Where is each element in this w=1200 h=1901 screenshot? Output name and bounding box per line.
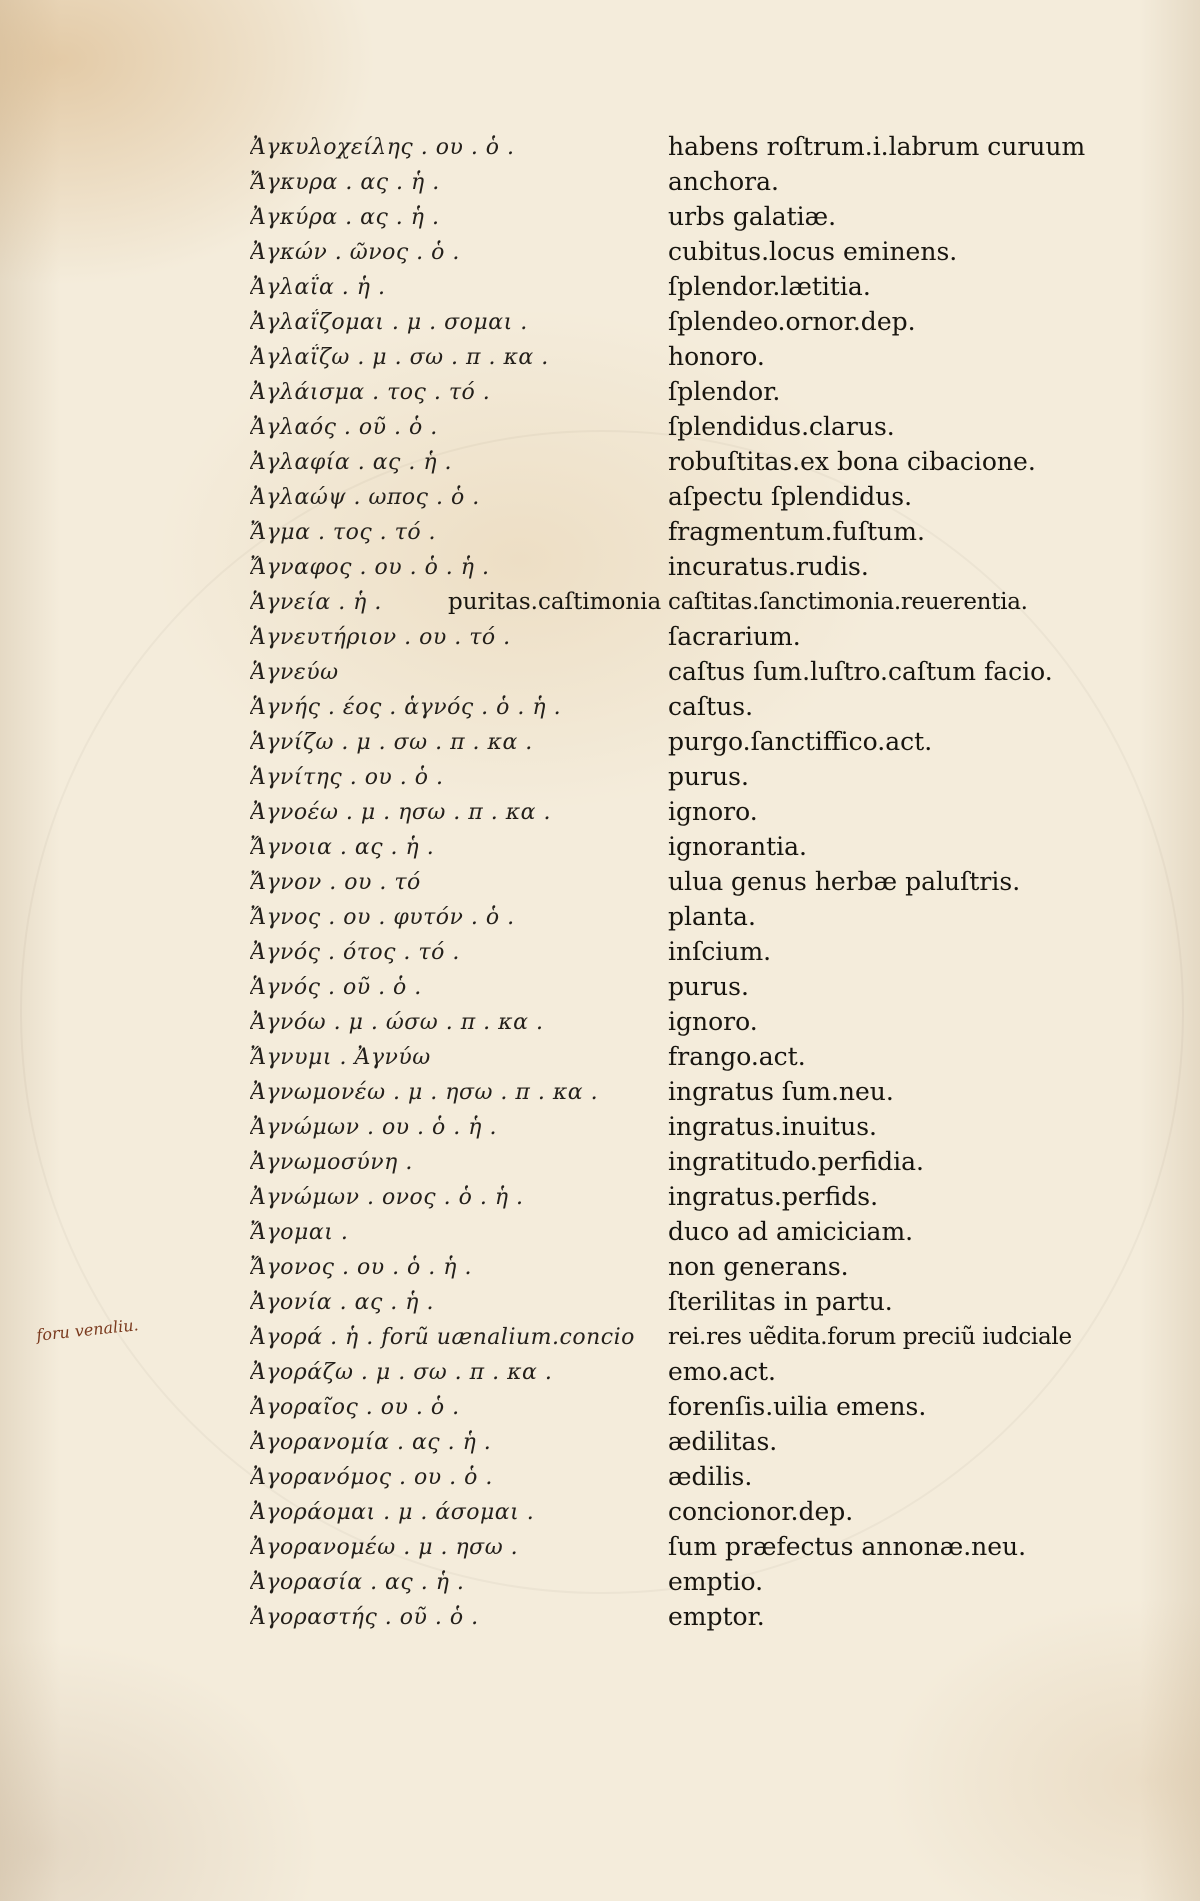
glossary-entry (250, 935, 1130, 970)
latin-gloss: ſum præfectus annonæ.neu. (668, 1532, 1027, 1561)
greek-headword: Ἀγνωμονέω . μ . ησω . π . κα . (250, 1080, 599, 1105)
greek-headword: Ἀγλάισμα . τος . τό . (250, 380, 491, 405)
glossary-entry (250, 1600, 1130, 1635)
latin-gloss: caſtus ſum.luſtro.caſtum facio. (668, 657, 1053, 686)
glossary-entry (250, 725, 1130, 760)
glossary-entry (250, 1180, 1130, 1215)
glossary-entry (250, 620, 1130, 655)
latin-gloss: ſplendidus.clarus. (668, 412, 895, 441)
greek-headword: Ἀγοράζω . μ . σω . π . κα . (250, 1360, 553, 1385)
greek-headword: Ἀγνώμων . ου . ὁ . ἡ . (250, 1115, 497, 1140)
glossary-entry (250, 550, 1130, 585)
latin-gloss: emptio. (668, 1567, 764, 1596)
glossary-entry (250, 1215, 1130, 1250)
latin-gloss: ſplendeo.ornor.dep. (668, 307, 916, 336)
marginal-handwritten-note: foru venaliu. (35, 1315, 140, 1345)
latin-gloss: urbs galatiæ. (668, 202, 837, 231)
greek-headword: Ἄγκυρα . ας . ἡ . (250, 170, 440, 195)
glossary-entry (250, 1355, 1130, 1390)
glossary-entry (250, 1075, 1130, 1110)
glossary-entry (250, 1460, 1130, 1495)
glossary-entry (250, 340, 1130, 375)
latin-gloss: anchora. (668, 167, 779, 196)
glossary-entry (250, 305, 1130, 340)
inline-gloss-note: puritas.caſtimonia (448, 589, 662, 615)
greek-headword: Ἀγνώμων . ονος . ὁ . ἡ . (250, 1185, 524, 1210)
greek-headword: Ἁγνεύω (250, 660, 339, 685)
glossary-entry (250, 900, 1130, 935)
latin-gloss: ædilis. (668, 1462, 753, 1491)
latin-gloss: duco ad amiciciam. (668, 1217, 914, 1246)
greek-headword: Ἀγνός . ότος . τό . (250, 940, 460, 965)
glossary-entry (250, 1425, 1130, 1460)
latin-gloss: ignoro. (668, 1007, 758, 1036)
latin-gloss: ignoro. (668, 797, 758, 826)
latin-gloss: ingratus.perfids. (668, 1182, 879, 1211)
latin-gloss: ædilitas. (668, 1427, 778, 1456)
latin-gloss: caſtus. (668, 692, 754, 721)
latin-gloss: incuratus.rudis. (668, 552, 869, 581)
greek-headword: Ἁγνίτης . ου . ὁ . (250, 765, 444, 790)
greek-headword: Ἀγκυλοχείλης . ου . ὁ . (250, 135, 515, 160)
glossary-entry (250, 760, 1130, 795)
greek-headword: Ἀγλαΐζομαι . μ . σομαι . (250, 310, 528, 335)
greek-headword: Ἀγοράομαι . μ . άσομαι . (250, 1500, 535, 1525)
glossary-entry (250, 1320, 1130, 1355)
latin-gloss: robuſtitas.ex bona cibacione. (668, 447, 1036, 476)
greek-headword: Ἀγονία . ας . ἡ . (250, 1290, 434, 1315)
latin-gloss: honoro. (668, 342, 765, 371)
glossary-entry (250, 585, 1130, 620)
greek-headword: Ἀγορανομέω . μ . ησω . (250, 1535, 519, 1560)
latin-gloss: ſacrarium. (668, 622, 801, 651)
greek-headword: Ἀγορασία . ας . ἡ . (250, 1570, 465, 1595)
glossary-entry (250, 1285, 1130, 1320)
greek-headword: Ἀγνωμοσύνη . (250, 1150, 413, 1175)
glossary-entry (250, 970, 1130, 1005)
glossary-entries (250, 130, 1130, 1635)
greek-headword: Ἀγορανομία . ας . ἡ . (250, 1430, 492, 1455)
glossary-entry (250, 1005, 1130, 1040)
latin-gloss: aſpectu ſplendidus. (668, 482, 913, 511)
glossary-entry (250, 445, 1130, 480)
glossary-entry (250, 410, 1130, 445)
latin-gloss: emptor. (668, 1602, 765, 1631)
greek-headword: Ἁγνός . οῦ . ὁ . (250, 975, 422, 1000)
glossary-entry (250, 1040, 1130, 1075)
greek-headword: Ἄγνοια . ας . ἡ . (250, 835, 435, 860)
greek-headword: Ἁγνεία . ἡ . (250, 590, 382, 615)
latin-gloss: ſplendor. (668, 377, 781, 406)
greek-headword: Ἀγλαφία . ας . ἡ . (250, 450, 453, 475)
glossary-entry (250, 375, 1130, 410)
latin-gloss: purus. (668, 762, 749, 791)
glossary-entry (250, 235, 1130, 270)
latin-gloss: forenſis.uilia emens. (668, 1392, 927, 1421)
greek-headword: Ἄγναφος . ου . ὁ . ἡ . (250, 555, 490, 580)
glossary-entry (250, 200, 1130, 235)
latin-gloss: caſtitas.ſanctimonia.reuerentia. (668, 589, 1028, 615)
latin-gloss: ſplendor.lætitia. (668, 272, 871, 301)
glossary-entry (250, 1495, 1130, 1530)
latin-gloss: purgo.ſanctiffico.act. (668, 727, 933, 756)
greek-headword: Ἀγκύρα . ας . ἡ . (250, 205, 440, 230)
greek-headword: Ἄγονος . ου . ὁ . ἡ . (250, 1255, 472, 1280)
glossary-entry (250, 130, 1130, 165)
glossary-entry (250, 270, 1130, 305)
latin-gloss: concionor.dep. (668, 1497, 854, 1526)
glossary-entry (250, 515, 1130, 550)
latin-gloss: planta. (668, 902, 756, 931)
greek-headword: Ἁγνής . έος . ἁγνός . ὁ . ἡ . (250, 695, 562, 720)
glossary-entry (250, 1390, 1130, 1425)
greek-headword: Ἀγοραῖος . ου . ὁ . (250, 1395, 460, 1420)
glossary-entry (250, 1110, 1130, 1145)
glossary-entry (250, 1565, 1130, 1600)
glossary-entry (250, 1530, 1130, 1565)
latin-gloss: ingratus.inuitus. (668, 1112, 877, 1141)
greek-headword: Ἄγομαι . (250, 1220, 349, 1245)
latin-gloss: habens roſtrum.i.labrum curuum (668, 132, 1086, 161)
latin-gloss: ſterilitas in partu. (668, 1287, 893, 1316)
greek-headword: Ἀγλαώψ . ωπος . ὁ . (250, 485, 480, 510)
greek-headword: Ἄγνυμι . Ἀγνύω (250, 1045, 431, 1070)
glossary-entry (250, 830, 1130, 865)
glossary-entry (250, 865, 1130, 900)
greek-headword: Ἄγνος . ου . φυτόν . ὁ . (250, 905, 515, 930)
latin-gloss: emo.act. (668, 1357, 776, 1386)
greek-headword: Ἀγλαΐα . ἡ . (250, 275, 386, 300)
latin-gloss: cubitus.locus eminens. (668, 237, 958, 266)
greek-headword: Ἁγνίζω . μ . σω . π . κα . (250, 730, 533, 755)
greek-headword: Ἄγνον . ου . τό (250, 870, 421, 895)
latin-gloss: fragmentum.fuſtum. (668, 517, 925, 546)
greek-headword: Ἀγνοέω . μ . ησω . π . κα . (250, 800, 551, 825)
greek-headword: Ἁγνευτήριον . ου . τό . (250, 625, 511, 650)
greek-headword: Ἀγλαΐζω . μ . σω . π . κα . (250, 345, 549, 370)
glossary-entry (250, 480, 1130, 515)
glossary-entry (250, 165, 1130, 200)
latin-gloss: ignorantia. (668, 832, 808, 861)
latin-gloss: frango.act. (668, 1042, 806, 1071)
glossary-entry (250, 1250, 1130, 1285)
glossary-entry (250, 655, 1130, 690)
latin-gloss: ingratus ſum.neu. (668, 1077, 894, 1106)
greek-headword: Ἀγοραστής . οῦ . ὁ . (250, 1605, 479, 1630)
latin-gloss: ulua genus herbæ paluſtris. (668, 867, 1021, 896)
greek-headword: Ἀγορά . ἡ . forũ uænalium.concio (250, 1325, 635, 1350)
greek-headword: Ἀγλαός . οῦ . ὁ . (250, 415, 438, 440)
glossary-entry (250, 1145, 1130, 1180)
greek-headword: Ἀγκών . ῶνος . ὁ . (250, 240, 460, 265)
greek-headword: Ἀγορανόμος . ου . ὁ . (250, 1465, 493, 1490)
latin-gloss: ingratitudo.perfidia. (668, 1147, 924, 1176)
latin-gloss: inſcium. (668, 937, 772, 966)
glossary-entry (250, 795, 1130, 830)
latin-gloss: purus. (668, 972, 749, 1001)
greek-headword: Ἄγμα . τος . τό . (250, 520, 437, 545)
latin-gloss: rei.res uẽdita.forum preciũ iudciale (668, 1324, 1072, 1350)
glossary-entry (250, 690, 1130, 725)
greek-headword: Ἀγνόω . μ . ώσω . π . κα . (250, 1010, 544, 1035)
latin-gloss: non generans. (668, 1252, 849, 1281)
